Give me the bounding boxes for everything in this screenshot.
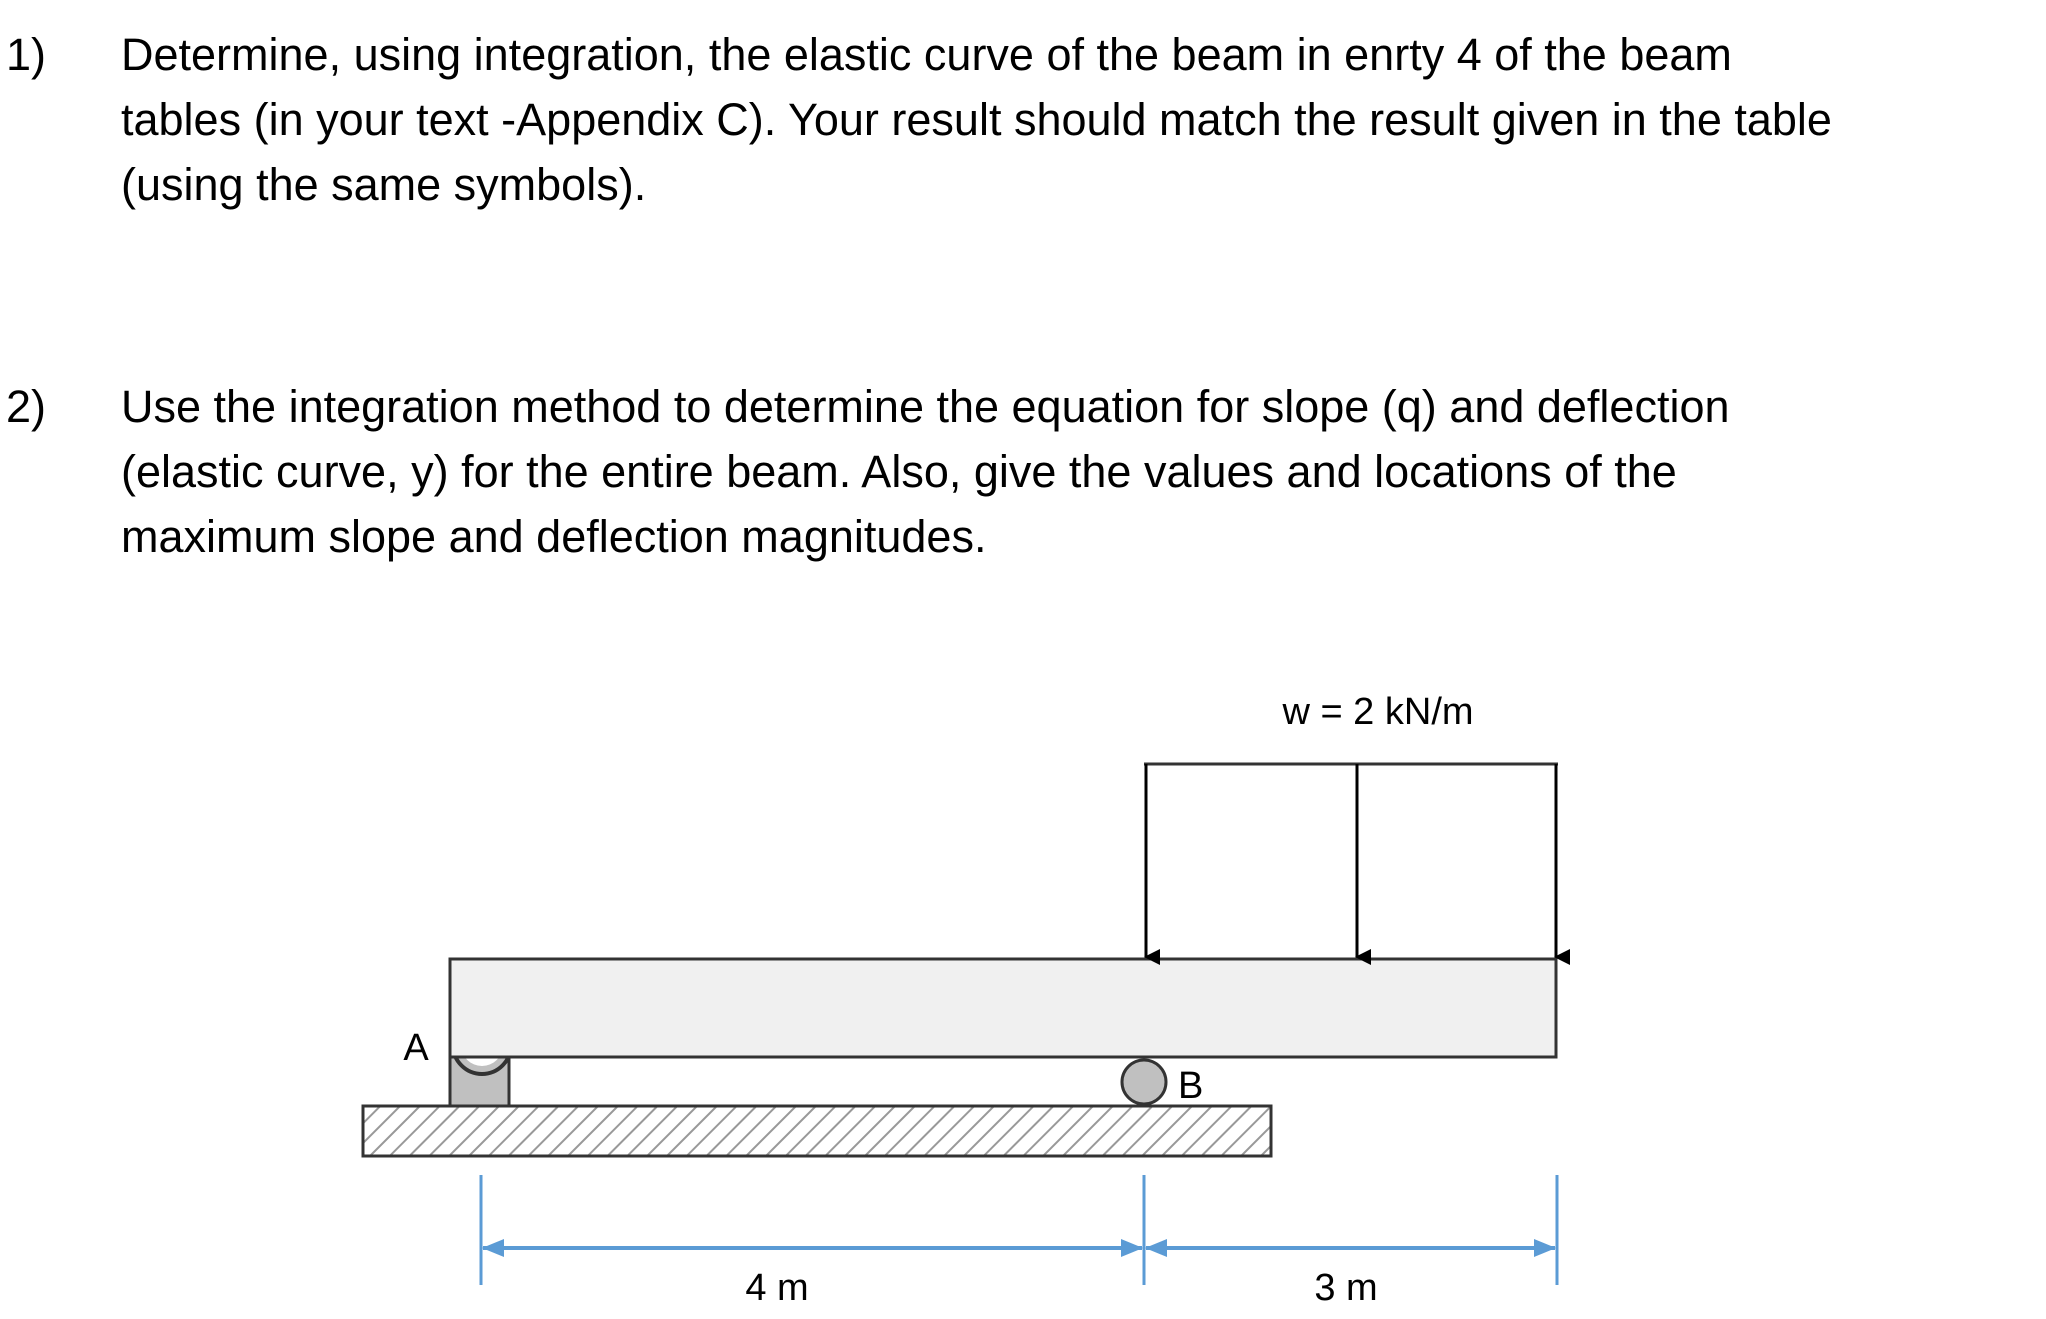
span-ab-label: 4 m [745,1267,809,1309]
overhang-label: 3 m [1314,1267,1378,1309]
support-a-label: A [403,1027,429,1069]
load-label: w = 2 kN/m [1282,691,1474,733]
problem-1-line-3: (using the same symbols). [121,159,647,210]
problem-2-line-3: maximum slope and deflection magnitudes. [121,511,987,562]
beam [450,959,1556,1057]
problem-2-line-2: (elastic curve, y) for the entire beam. Also, give the values and locations of the [121,446,1677,497]
problem-1-number: 1) [6,29,47,80]
problem-1-line-1: Determine, using integration, the elastic curve of the beam in enrty 4 of the beam [121,29,1732,80]
problem-2-line-1: Use the integration method to determine the equation for slope (q) and deflection [121,381,1730,432]
problem-1-line-2: tables (in your text -Appendix C). Your result should match the result given in the table [121,94,1832,145]
problem-2-number: 2) [6,381,47,432]
ground-hatched [363,1106,1271,1156]
roller-support-b [1122,1060,1166,1104]
support-b-label: B [1178,1065,1204,1107]
dimension-lines [481,1175,1557,1285]
distributed-load [1144,764,1558,957]
